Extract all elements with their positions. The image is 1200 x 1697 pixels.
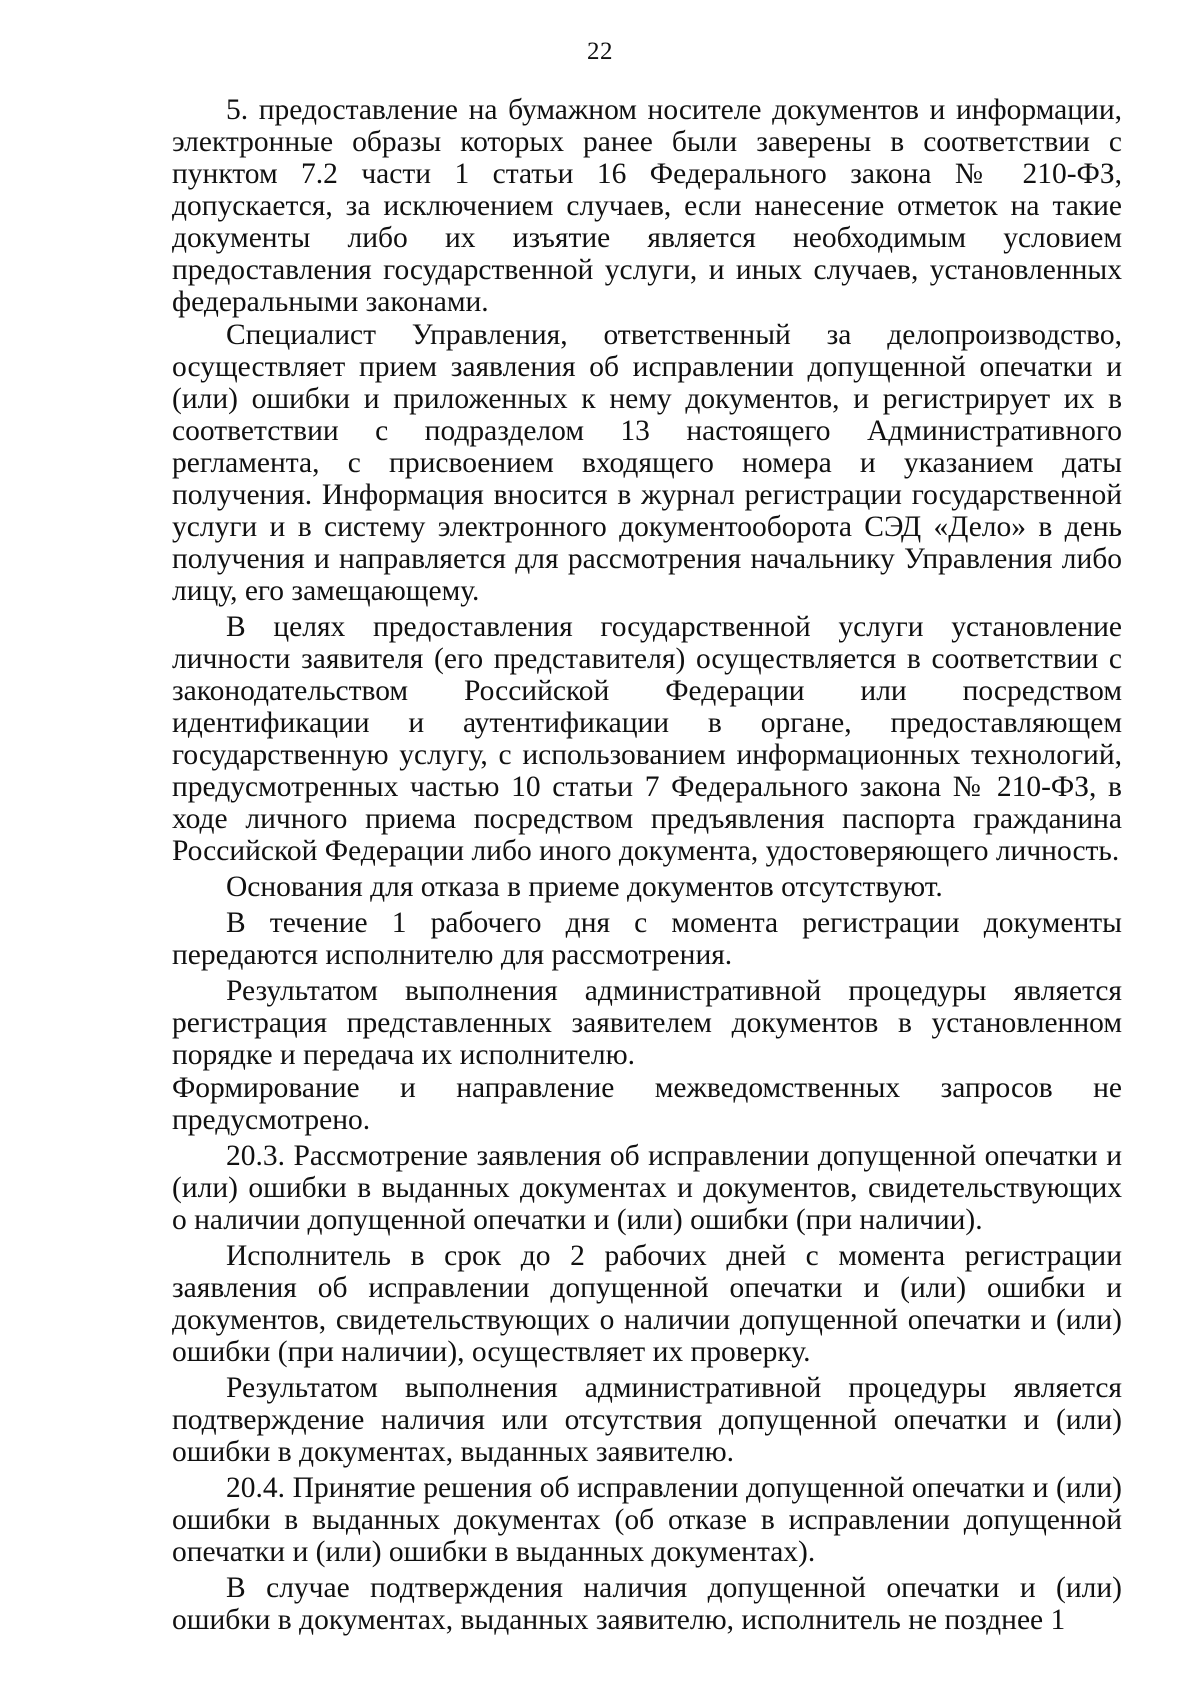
paragraph-interagency-requests: Формирование и направление межведомственных запросов не предусмотрено. xyxy=(172,1072,1122,1136)
section-heading-20-3: 20.3. Рассмотрение заявления об исправлении допущенной опечатки и (или) ошибки в выданных документах и документов, свидетельствующих о наличии допущенной опечатки и (или) ошибки (при наличии). xyxy=(172,1140,1122,1236)
document-body xyxy=(172,94,1122,1637)
paragraph-submission-paper: 5. предоставление на бумажном носителе документов и информации, электронные образы которых ранее были заверены в соответствии с пунктом 7.2 части 1 статьи 16 Федерального закона № 210-ФЗ, допускается, за исключением случаев, если нанесение отметок на такие документы либо их изъятие является необходимым условием предоставления государственной услуги, и иных случаев, установленных федеральными законами. xyxy=(172,94,1122,318)
paragraph-procedure-result-confirmation: Результатом выполнения административной процедуры является подтверждение наличия или отсутствия допущенной опечатки и (или) ошибки в документах, выданных заявителю. xyxy=(172,1372,1122,1468)
paragraph-identity-verification: В целях предоставления государственной услуги установление личности заявителя (его представителя) осуществляется в соответствии с законодательством Российской Федерации или посредством идентификации и аутентификации в органе, предоставляющем государственную услугу, с использованием информационных технологий, предусмотренных частью 10 статьи 7 Федерального закона № 210-ФЗ, в ходе личного приема посредством предъявления паспорта гражданина Российской Федерации либо иного документа, удостоверяющего личность. xyxy=(172,611,1122,867)
paragraph-refusal-grounds: Основания для отказа в приеме документов отсутствуют. xyxy=(226,871,943,903)
page-number: 22 xyxy=(587,38,613,65)
paragraph-error-confirmed: В случае подтверждения наличия допущенной опечатки и (или) ошибки в документах, выданных заявителю, исполнитель не позднее 1 xyxy=(172,1572,1122,1636)
paragraph-specialist-registration: Специалист Управления, ответственный за делопроизводство, осуществляет прием заявления об исправлении допущенной опечатки и (или) ошибки и приложенных к нему документов, и регистрирует их в соответствии с подразделом 13 настоящего Административного регламента, с присвоением входящего номера и указанием даты получения. Информация вносится в журнал регистрации государственной услуги и в систему электронного документооборота СЭД «Дело» в день получения и направляется для рассмотрения начальнику Управления либо лицу, его замещающему. xyxy=(172,319,1122,607)
section-heading-20-4: 20.4. Принятие решения об исправлении допущенной опечатки и (или) ошибки в выданных документах (об отказе в исправлении допущенной опечатки и (или) ошибки в выданных документах). xyxy=(172,1472,1122,1568)
paragraph-procedure-result-registration: Результатом выполнения административной процедуры является регистрация представленных заявителем документов в установленном порядке и передача их исполнителю. xyxy=(172,975,1122,1071)
paragraph-transfer-term: В течение 1 рабочего дня с момента регистрации документы передаются исполнителю для рассмотрения. xyxy=(172,907,1122,971)
paragraph-executor-check: Исполнитель в срок до 2 рабочих дней с момента регистрации заявления об исправлении допущенной опечатки и (или) ошибки и документов, свидетельствующих о наличии допущенной опечатки и (или) ошибки (при наличии), осуществляет их проверку. xyxy=(172,1240,1122,1368)
